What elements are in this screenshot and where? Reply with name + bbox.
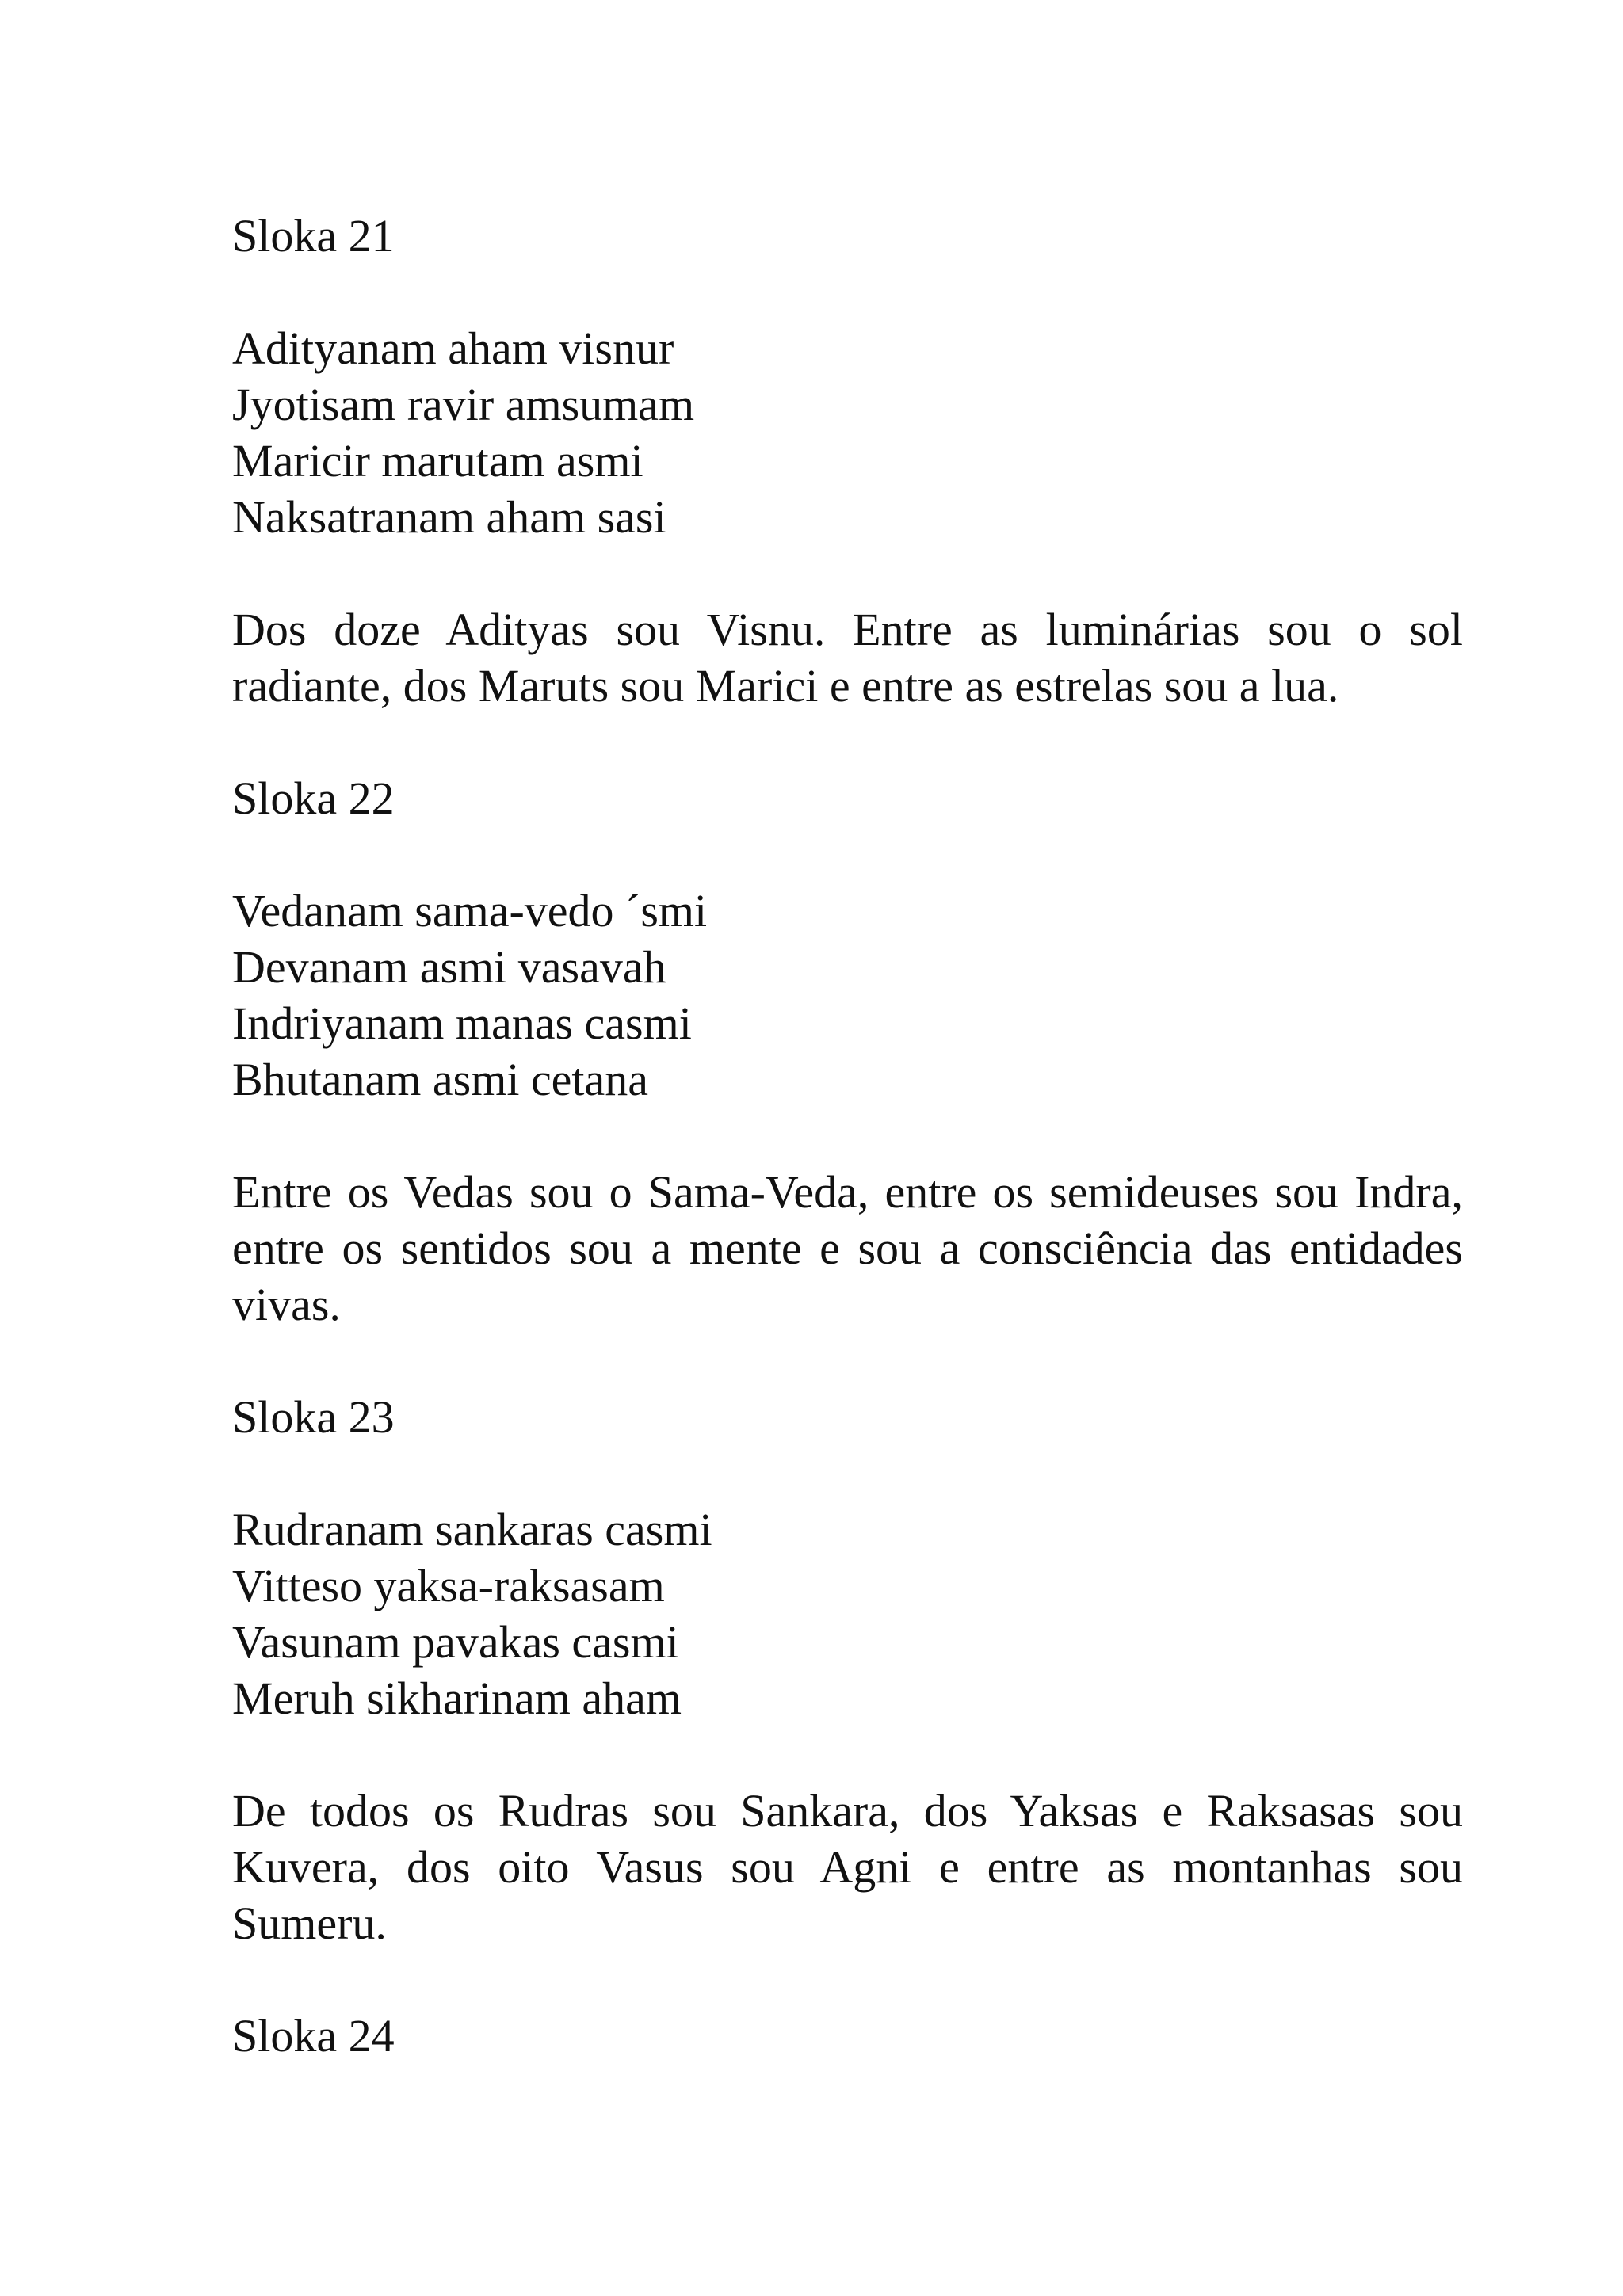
sloka-22-translation: Entre os Vedas sou o Sama-Veda, entre os semideuses sou Indra, entre os sentidos sou a mente e sou a consciência das entidades vivas.: [232, 1166, 1463, 1330]
sloka-22-heading: Sloka 22: [232, 772, 395, 824]
sloka-21-heading: Sloka 21: [232, 210, 395, 261]
sloka-21-verse: [232, 320, 1463, 545]
sloka-23-translation: De todos os Rudras sou Sankara, dos Yaksas e Raksasas sou Kuvera, dos oito Vasus sou Agni e entre as montanhas sou Sumeru.: [232, 1785, 1463, 1949]
verse-line: Naksatranam aham sasi: [232, 491, 666, 543]
verse-line: Vitteso yaksa-raksasam: [232, 1560, 665, 1611]
verse-line: Jyotisam ravir amsumam: [232, 379, 695, 430]
verse-line: Adityanam aham visnur: [232, 322, 674, 374]
sloka-24-heading: Sloka 24: [232, 2010, 395, 2061]
verse-line: Vedanam sama-vedo ´smi: [232, 885, 708, 936]
sloka-23-verse: [232, 1501, 1463, 1726]
verse-line: Indriyanam manas casmi: [232, 997, 692, 1049]
verse-line: Devanam asmi vasavah: [232, 941, 666, 993]
verse-line: Meruh sikharinam aham: [232, 1672, 682, 1724]
sloka-23-heading: Sloka 23: [232, 1391, 395, 1443]
verse-line: Rudranam sankaras casmi: [232, 1504, 712, 1555]
sloka-21-translation: Dos doze Adityas sou Visnu. Entre as luminárias sou o sol radiante, dos Maruts sou Marici e entre as estrelas sou a lua.: [232, 604, 1463, 711]
verse-line: Bhutanam asmi cetana: [232, 1054, 649, 1105]
sloka-22-verse: [232, 883, 1463, 1108]
verse-line: Vasunam pavakas casmi: [232, 1616, 679, 1668]
verse-line: Maricir marutam asmi: [232, 435, 643, 486]
